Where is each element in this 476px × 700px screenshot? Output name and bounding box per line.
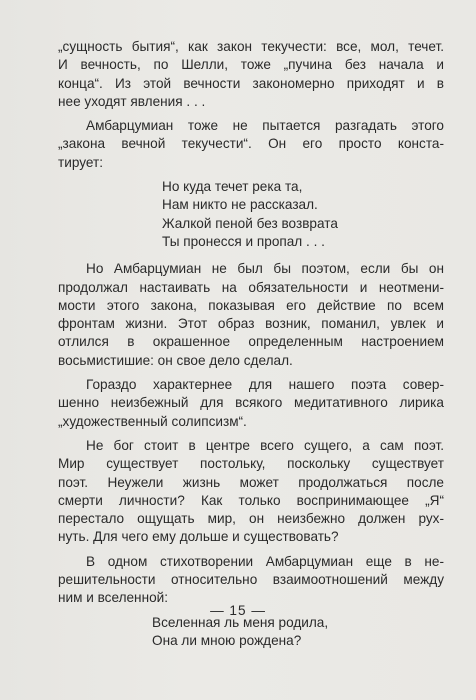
text-line: Не бог стоит в центре всего сущего, а сам поэт. (86, 437, 444, 453)
text-line: В одном стихотворении Амбарцумиан еще в не- (86, 553, 444, 569)
paragraph (58, 376, 444, 431)
text-line: шенно неизбежный для всякого медитативного лирика (58, 395, 444, 411)
text-line: тирует: (58, 154, 103, 170)
text-line: „сущность бытия“, как закон текучести: все, мол, течет. (58, 39, 444, 54)
text-line: Но Амбарцумиан не был бы поэтом, если бы он (86, 261, 444, 277)
text-line: отлился в окрашенное определенным настроением (58, 334, 444, 350)
verse-line: Ты пронесся и пропал . . . (162, 233, 325, 249)
text-line: нуть. Для чего ему дольше и существовать? (58, 529, 339, 545)
text-line: Мир существует постольку, поскольку существует (58, 456, 444, 472)
text-line: восьмистишие: он свое дело сделал. (58, 352, 293, 368)
body-text (58, 38, 444, 650)
paragraph (58, 553, 444, 608)
verse-quote (58, 178, 444, 251)
text-line: мости этого закона, показывая его действие по всем (58, 297, 444, 313)
text-line: конца“. Из этой вечности закономерно приходят и в (58, 75, 444, 91)
text-line: „художественный солипсизм“. (58, 413, 247, 429)
text-line: продолжал настаивать на обязательности и неотмени- (58, 279, 444, 295)
paragraph (58, 117, 444, 172)
paragraph-continuation (58, 38, 444, 111)
text-line: фронтам жизни. Этот образ возник, поманил, увлек и (58, 316, 444, 332)
verse-line: Но куда течет река та, (162, 179, 303, 195)
verse-line: Вселенная ль меня родила, (152, 614, 329, 630)
verse-quote (58, 614, 444, 651)
text-line: „закона вечной текучести“. Он его просто конста- (58, 136, 444, 152)
text-line: смерти личности? Как только воспринимающее „Я“ (58, 492, 444, 508)
verse-line: Нам никто не рассказал. (162, 197, 318, 213)
text-line: решительности относительно взаимоотношений между (58, 572, 444, 588)
verse-line: Жалкой пеной без возврата (162, 215, 338, 231)
text-line: И вечность, по Шелли, тоже „пучина без начала и (58, 57, 444, 73)
verse-line: Она ли мною рождена? (152, 632, 302, 648)
paragraph (58, 437, 444, 547)
text-line: нее уходят явления . . . (58, 93, 206, 109)
text-line: ним и вселенной: (58, 590, 169, 606)
text-line: Амбарцумиан тоже не пытается разгадать этого (86, 118, 444, 134)
text-line: поэт. Неужели жизнь может продолжаться после (58, 474, 444, 490)
paragraph (58, 260, 444, 370)
text-line: перестало ощущать мир, он неизбежно должен рух- (58, 511, 444, 527)
page-number: — 15 — (210, 603, 266, 618)
text-line: Гораздо характернее для нашего поэта совер- (86, 377, 444, 393)
